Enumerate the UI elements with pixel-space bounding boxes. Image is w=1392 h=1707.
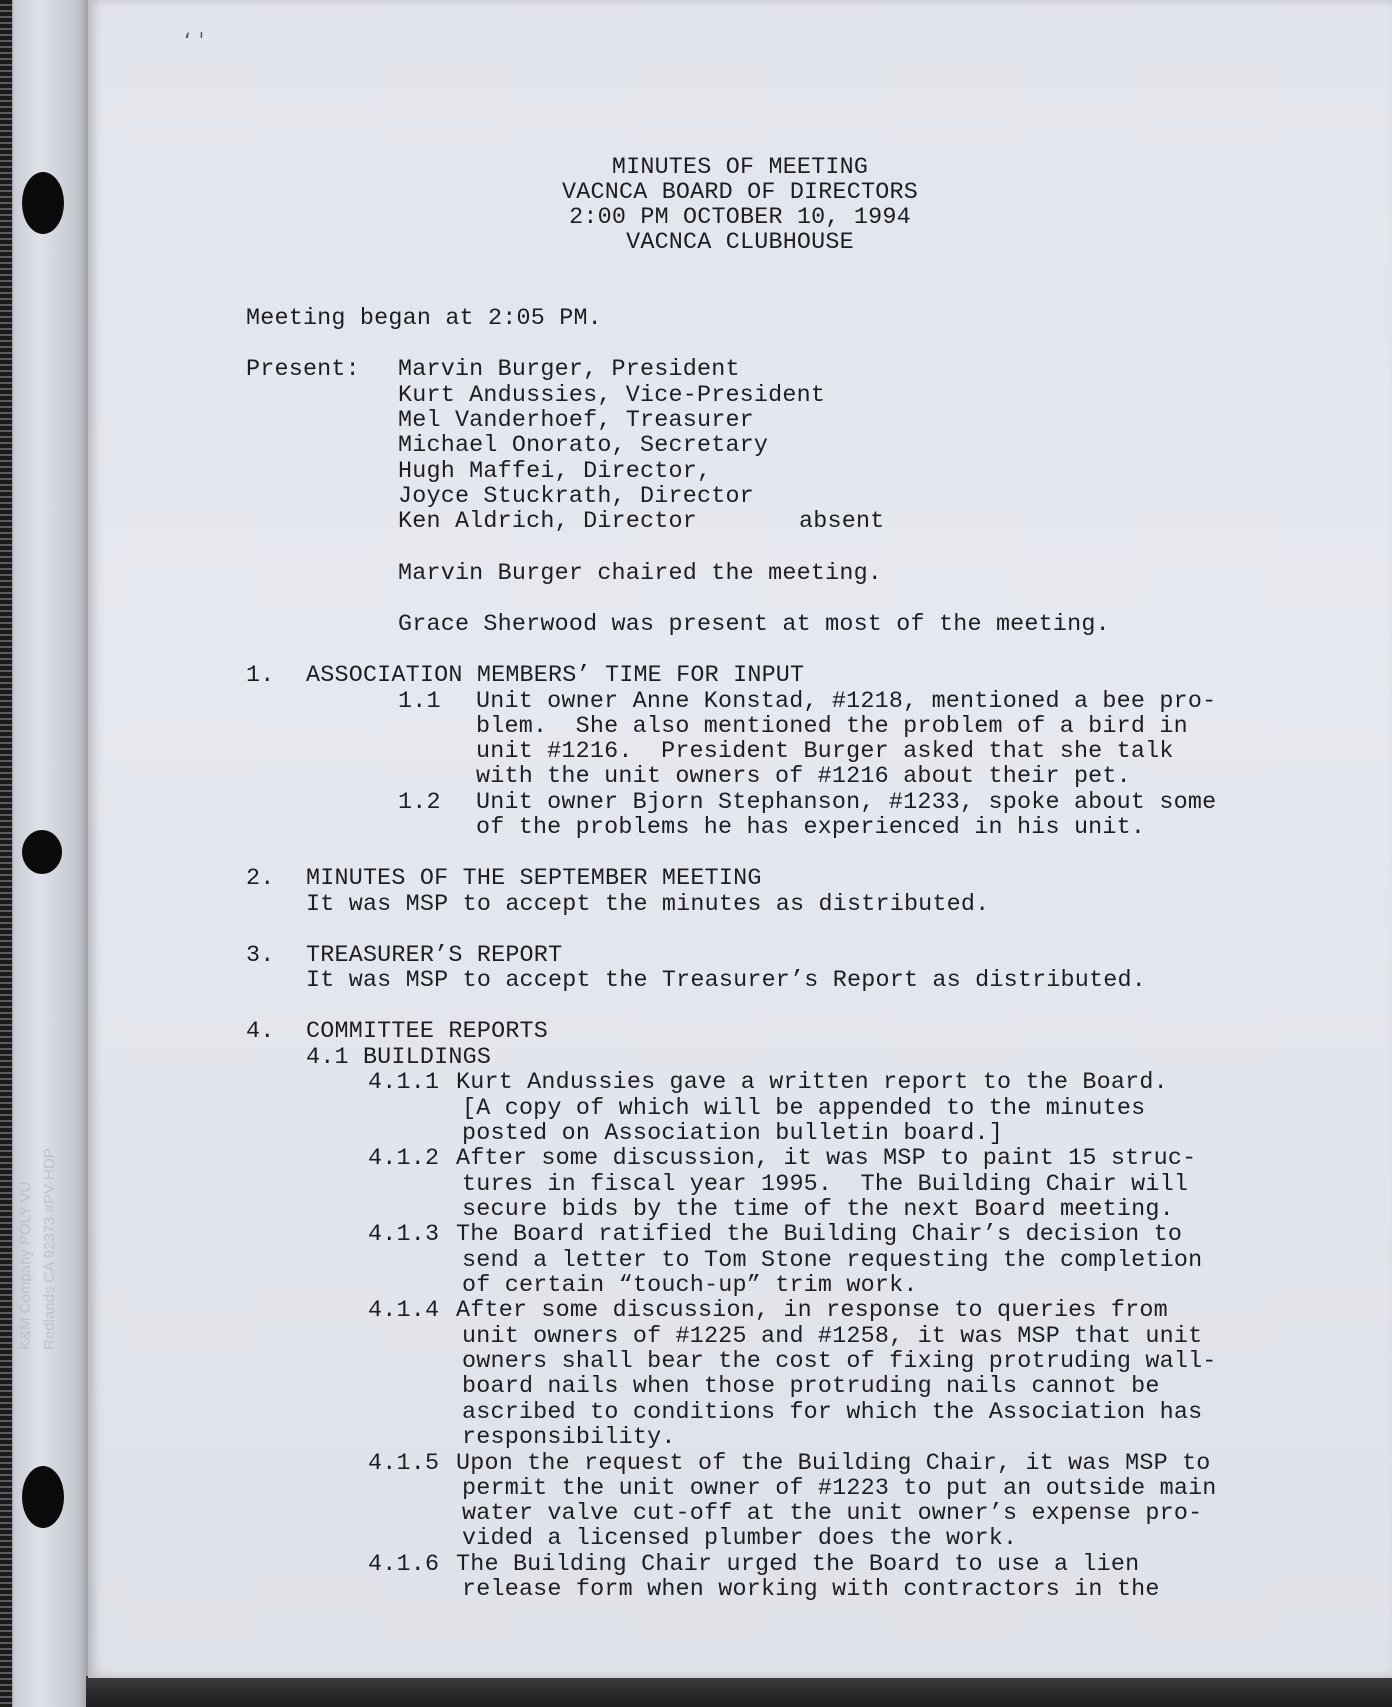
item-number: 4.1.6 [368,1552,440,1578]
item-line: posted on Association bulletin board.] [462,1121,1003,1147]
meeting-start: Meeting began at 2:05 PM. [246,306,602,332]
section-body: It was MSP to accept the Treasurer’s Report as distributed. [306,968,1146,994]
item-line: of certain “touch-up” trim work. [462,1273,918,1299]
item-line: ascribed to conditions for which the Association has [462,1400,1203,1426]
doc-org: VACNCA BOARD OF DIRECTORS [562,180,918,206]
punch-hole-top [22,172,64,234]
section-number: 4. [246,1019,275,1045]
doc-title: MINUTES OF MEETING [611,155,869,181]
section-title: COMMITTEE REPORTS [306,1019,549,1045]
item-line: The Building Chair urged the Board to use a lien [456,1552,1140,1578]
punch-hole-middle [22,830,62,874]
item-line: After some discussion, in response to queries from [456,1298,1168,1324]
chair-note: Marvin Burger chaired the meeting. [398,561,883,587]
sleeve-binding-edge [0,0,12,1707]
item-line: release form when working with contractors in the [462,1577,1160,1603]
item-line: unit #1216. President Burger asked that she talk [476,739,1174,765]
item-line: unit owners of #1225 and #1258, it was MSP that unit [462,1324,1203,1350]
present-label: Present: [246,357,360,383]
item-number: 1.2 [398,790,441,816]
section-number: 3. [246,943,275,969]
section-title: TREASURER’S REPORT [306,943,563,969]
item-line: Unit owner Bjorn Stephanson, #1233, spoke about some [476,790,1217,816]
item-number: 4.1.2 [368,1146,440,1172]
member-line: Marvin Burger, President [398,357,740,383]
item-line: send a letter to Tom Stone requesting the completion [462,1248,1203,1274]
doc-date: 2:00 PM OCTOBER 10, 1994 [569,205,911,231]
item-line: secure bids by the time of the next Board meeting. [462,1197,1174,1223]
section-number: 2. [246,866,275,892]
item-number: 1.1 [398,689,441,715]
guest-note: Grace Sherwood was present at most of the meeting. [398,612,1110,638]
item-line: blem. She also mentioned the problem of a bird in [476,714,1188,740]
sleeve-print-line: Redlands CA 92373 #PV-HDP [41,1148,58,1350]
item-number: 4.1.4 [368,1298,440,1324]
item-line: with the unit owners of #1216 about their pet. [476,764,1131,790]
page-bottom-shadow [86,1676,1392,1707]
item-line: responsibility. [462,1425,676,1451]
item-line: Upon the request of the Building Chair, it was MSP to [456,1451,1211,1477]
item-line: permit the unit owner of #1223 to put an outside main [462,1476,1217,1502]
item-line: vided a licensed plumber does the work. [462,1526,1018,1552]
section-number: 1. [246,663,275,689]
item-line: owners shall bear the cost of fixing protruding wall- [462,1349,1217,1375]
item-line: Kurt Andussies gave a written report to the Board. [456,1070,1168,1096]
item-line: water valve cut-off at the unit owner’s expense pro- [462,1501,1203,1527]
item-line: Unit owner Anne Konstad, #1218, mentioned a bee pro- [476,689,1217,715]
item-line: of the problems he has experienced in his unit. [476,815,1146,841]
section-title: ASSOCIATION MEMBERS’ TIME FOR INPUT [306,663,805,689]
item-line: board nails when those protruding nails cannot be [462,1374,1160,1400]
member-line: Joyce Stuckrath, Director [398,484,754,510]
sheet-protector-strip [0,0,88,1707]
pen-mark: ʻ ˈ [184,30,205,55]
section-title: MINUTES OF THE SEPTEMBER MEETING [306,866,762,892]
member-line: Michael Onorato, Secretary [398,433,769,459]
minutes-page [88,0,1392,1678]
item-line: [A copy of which will be appended to the minutes [462,1096,1146,1122]
member-line: Mel Vanderhoef, Treasurer [398,408,754,434]
item-line: After some discussion, it was MSP to paint 15 struc- [456,1146,1197,1172]
item-number: 4.1.3 [368,1222,440,1248]
item-number: 4.1.1 [368,1070,440,1096]
punch-hole-bottom [22,1466,64,1528]
document-sheet [88,0,1392,1678]
member-line: Kurt Andussies, Vice-President [398,383,826,409]
item-line: tures in fiscal year 1995. The Building Chair will [462,1172,1189,1198]
doc-location: VACNCA CLUBHOUSE [626,230,854,256]
item-number: 4.1.5 [368,1451,440,1477]
member-line: Hugh Maffei, Director, [398,459,712,485]
absent-note: absent [799,509,885,535]
member-line: Ken Aldrich, Director [398,509,697,535]
item-line: The Board ratified the Building Chair’s decision to [456,1222,1183,1248]
subsection-title: 4.1 BUILDINGS [306,1045,492,1071]
sleeve-print-line: K&M Company POLY-VU [17,1181,34,1350]
sleeve-manufacturer-print [14,1050,86,1350]
section-body: It was MSP to accept the minutes as distributed. [306,892,990,918]
